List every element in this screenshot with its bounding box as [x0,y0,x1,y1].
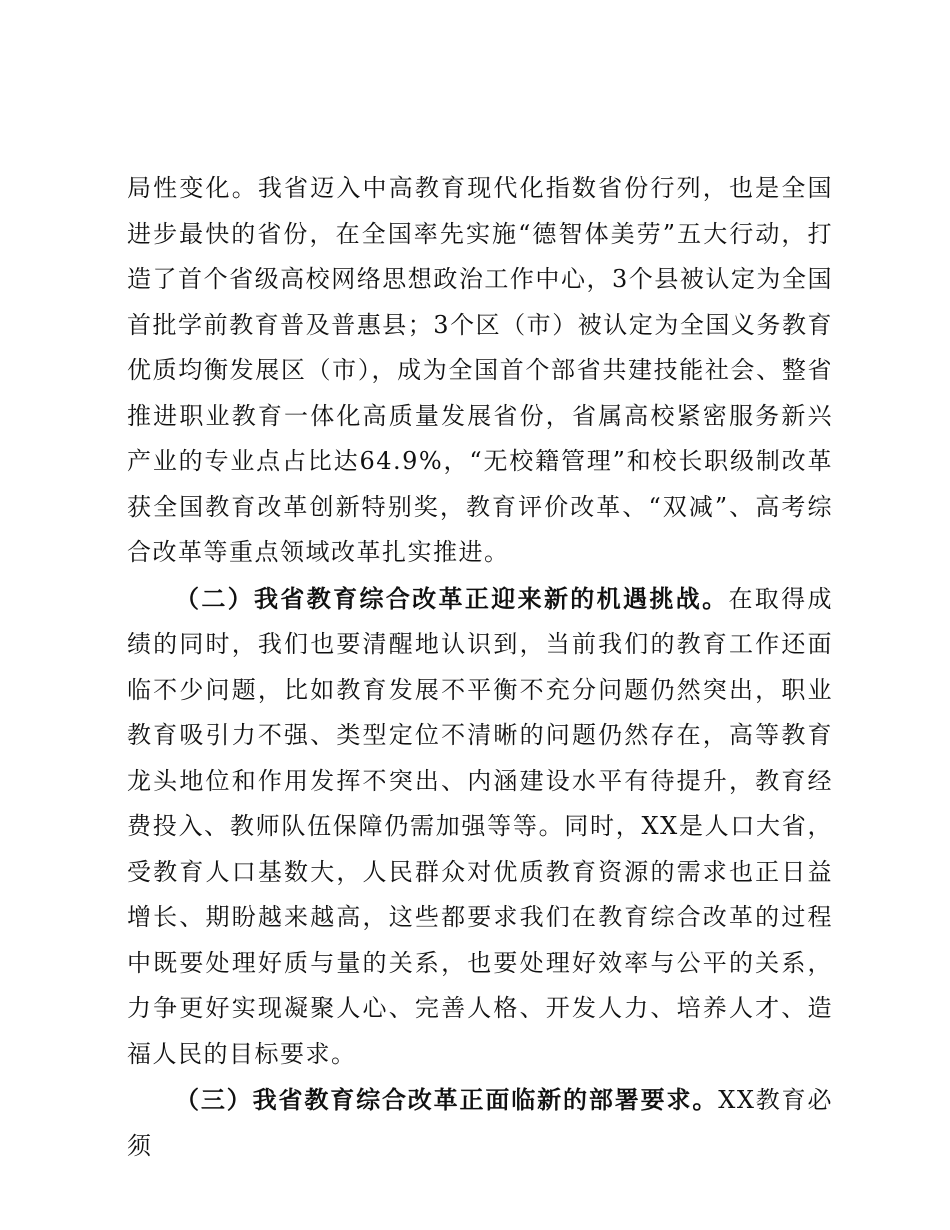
paragraph-3 [127,1077,833,1169]
paragraph-1: 局性变化。我省迈入中高教育现代化指数省份行列，也是全国进步最快的省份，在全国率先实施“德智体美劳”五大行动，打造了首个省级高校网络思想政治工作中心，3个县被认定为全国首批学前教育普及普惠县；3个区（市）被认定为全国义务教育优质均衡发展区（市），成为全国首个部省共建技能社会、整省推进职业教育一体化高质量发展省份，省属高校紧密服务新兴产业的专业点占比达64.9%，“无校籍管理”和校长职级制改革获全国教育改革创新特别奖，教育评价改革、“双减”、高考综合改革等重点领域改革扎实推进。 [127,174,833,566]
document-body [127,166,833,1169]
paragraph-2 [127,576,833,1078]
section-3-heading: （三）我省教育综合改革正面临新的部署要求。 [175,1085,719,1114]
section-3-text: XX教育必须 [127,1086,834,1160]
section-2-text: 在取得成绩的同时，我们也要清醒地认识到，当前我们的教育工作还面临不少问题，比如教育发展不平衡不充分问题仍然突出，职业教育吸引力不强、类型定位不清晰的问题仍然存在，高等教育龙头地位和作用发挥不突出、内涵建设水平有待提升，教育经费投入、教师队伍保障仍需加强等等。同时，XX是人口大省，受教育人口基数大，人民群众对优质教育资源的需求也正日益增长、期盼越来越高，这些都要求我们在教育综合改革的过程中既要处理好质与量的关系，也要处理好效率与公平的关系，力争更好实现凝聚人心、完善人格、开发人力、培养人才、造福人民的目标要求。 [127,584,833,1068]
section-2-heading: （二）我省教育综合改革正迎来新的机遇挑战。 [175,583,729,613]
